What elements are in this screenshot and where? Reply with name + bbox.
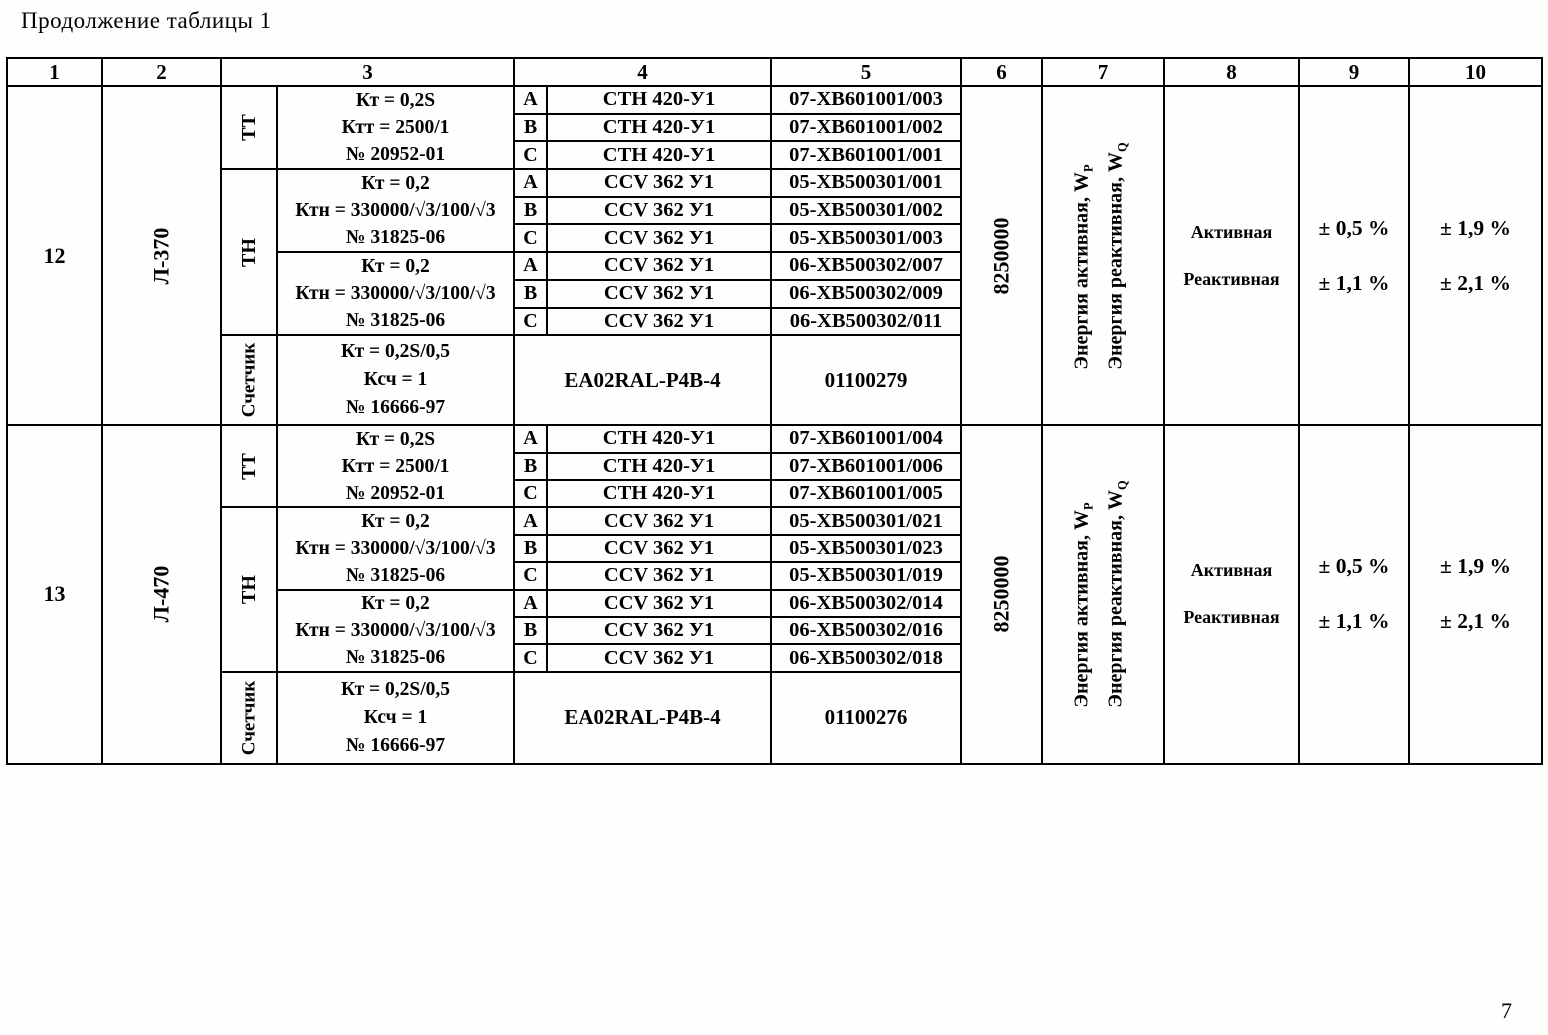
param-line: Кт = 0,2: [361, 510, 430, 532]
phase-cell: A: [515, 591, 548, 618]
energy-subscript: P: [1082, 164, 1097, 172]
device-type-cell: CCV 362 У1: [548, 170, 772, 198]
meter-section-label: Счетчик: [222, 336, 278, 426]
energy-subscript: Q: [1116, 142, 1131, 152]
tn-params-cell: [278, 591, 515, 673]
energy-type-cell: [1043, 426, 1165, 763]
column-header: 5: [772, 59, 962, 87]
energy-subscript: P: [1082, 502, 1097, 511]
device-type-cell: CCV 362 У1: [548, 281, 772, 309]
device-type-cell: CCV 362 У1: [548, 198, 772, 226]
line-name-cell: [103, 426, 222, 763]
serial-cell: 06-XB500302/014: [772, 591, 962, 618]
param-line: Ктн = 330000/√3/100/√3: [295, 620, 496, 642]
meter-params-cell: [278, 336, 515, 426]
tn-params-cell: [278, 170, 515, 253]
param-line: № 20952-01: [345, 144, 446, 166]
energy-category-cell: [1165, 87, 1300, 426]
device-type-cell: CCV 362 У1: [548, 645, 772, 672]
device-type-cell: CCV 362 У1: [548, 508, 772, 535]
device-type-cell: CCV 362 У1: [548, 536, 772, 563]
param-line: Кт = 0,2S: [355, 90, 436, 112]
total-error-cell: [1410, 426, 1541, 763]
serial-cell: 05-XB500301/003: [772, 225, 962, 253]
device-type-cell: СТН 420-У1: [548, 87, 772, 115]
column-header: 8: [1165, 59, 1300, 87]
phase-cell: B: [515, 454, 548, 481]
serial-cell: 05-XB500301/021: [772, 508, 962, 535]
serial-cell: 06-XB500302/018: [772, 645, 962, 672]
line-name-label: Л-470: [148, 566, 174, 623]
phase-cell: A: [515, 426, 548, 453]
tn-params-cell: [278, 508, 515, 590]
device-type-cell: CCV 362 У1: [548, 563, 772, 590]
column-header: 9: [1300, 59, 1410, 87]
meter-params-cell: [278, 673, 515, 763]
serial-cell: 07-XB601001/004: [772, 426, 962, 453]
param-line: Кт = 0,2S/0,5: [340, 341, 451, 363]
column-header: 7: [1043, 59, 1165, 87]
device-type-cell: СТН 420-У1: [548, 481, 772, 508]
param-line: Кт = 0,2S: [355, 428, 436, 450]
tt-params-cell: [278, 426, 515, 508]
category-line: Реактивная: [1183, 607, 1280, 628]
param-line: Кт = 0,2S/0,5: [340, 678, 451, 700]
param-line: № 31825-06: [345, 227, 446, 249]
phase-cell: B: [515, 115, 548, 143]
energy-type-cell: [1043, 87, 1165, 426]
phase-cell: A: [515, 87, 548, 115]
param-line: № 31825-06: [345, 647, 446, 669]
tt-section-label: ТТ: [222, 87, 278, 170]
param-line: Ктт = 2500/1: [341, 117, 450, 139]
serial-cell: 07-XB601001/001: [772, 142, 962, 170]
device-type-cell: CCV 362 У1: [548, 309, 772, 337]
error-line: ± 1,9 %: [1440, 554, 1511, 579]
column-header: 1: [8, 59, 103, 87]
phase-cell: C: [515, 645, 548, 672]
device-type-cell: CCV 362 У1: [548, 618, 772, 645]
column-header: 4: [515, 59, 772, 87]
param-line: Кт = 0,2: [361, 593, 430, 615]
energy-subscript: Q: [1116, 480, 1131, 491]
param-line: № 16666-97: [345, 397, 446, 419]
meter-error-cell: [1300, 87, 1410, 426]
category-line: Активная: [1190, 560, 1273, 581]
serial-cell: 05-XB500301/001: [772, 170, 962, 198]
param-line: Кт = 0,2: [361, 256, 430, 278]
param-line: № 31825-06: [345, 310, 446, 332]
param-line: Ктн = 330000/√3/100/√3: [295, 200, 496, 222]
device-type-cell: СТН 420-У1: [548, 454, 772, 481]
error-line: ± 1,9 %: [1440, 215, 1511, 240]
tn-section-label: ТН: [222, 170, 278, 336]
serial-cell: 05-XB500301/019: [772, 563, 962, 590]
column-header: 10: [1410, 59, 1541, 87]
serial-cell: 07-XB601001/003: [772, 87, 962, 115]
meter-section-label: Счетчик: [222, 673, 278, 763]
row-number-cell: 12: [8, 87, 103, 426]
param-line: № 16666-97: [345, 734, 446, 756]
category-line: Активная: [1190, 221, 1273, 242]
serial-cell: 07-XB601001/006: [772, 454, 962, 481]
phase-cell: C: [515, 225, 548, 253]
error-line: ± 1,1 %: [1318, 609, 1390, 634]
energy-type-line: Энергия реактивная, $W_Q$: [1105, 142, 1131, 370]
tt-params-cell: [278, 87, 515, 170]
phase-cell: C: [515, 563, 548, 590]
row-number-cell: 13: [8, 426, 103, 763]
tn-section-label: ТН: [222, 508, 278, 672]
error-line: ± 2,1 %: [1440, 609, 1511, 634]
phase-cell: B: [515, 198, 548, 226]
column-header: 3: [222, 59, 515, 87]
device-type-cell: CCV 362 У1: [548, 225, 772, 253]
device-type-cell: СТН 420-У1: [548, 115, 772, 143]
serial-cell: 07-XB601001/002: [772, 115, 962, 143]
param-line: Ктн = 330000/√3/100/√3: [295, 537, 496, 559]
phase-cell: B: [515, 618, 548, 645]
phase-cell: B: [515, 281, 548, 309]
energy-type-line: Энергия реактивная, $W_Q$: [1105, 480, 1131, 709]
column-header: 2: [103, 59, 222, 87]
device-type-cell: СТН 420-У1: [548, 142, 772, 170]
error-line: ± 2,1 %: [1440, 270, 1511, 295]
error-line: ± 0,5 %: [1318, 215, 1390, 240]
tt-section-label: ТТ: [222, 426, 278, 508]
param-line: № 20952-01: [345, 482, 446, 504]
line-name-cell: [103, 87, 222, 426]
meter-reading-cell: 8250000: [962, 426, 1043, 763]
param-line: Ктн = 330000/√3/100/√3: [295, 283, 496, 305]
meter-type-cell: EA02RAL-P4B-4: [515, 336, 772, 426]
param-line: № 31825-06: [345, 564, 446, 586]
meter-reading-cell: 8250000: [962, 87, 1043, 426]
tn-params-cell: [278, 253, 515, 336]
serial-cell: 05-XB500301/002: [772, 198, 962, 226]
column-header: 6: [962, 59, 1043, 87]
energy-category-cell: [1165, 426, 1300, 763]
error-line: ± 0,5 %: [1318, 554, 1390, 579]
energy-type-line: Энергия активная, $W_P$: [1071, 502, 1097, 709]
phase-cell: B: [515, 536, 548, 563]
param-line: Кт = 0,2: [361, 173, 430, 195]
serial-cell: 05-XB500301/023: [772, 536, 962, 563]
category-line: Реактивная: [1183, 268, 1280, 289]
total-error-cell: [1410, 87, 1541, 426]
device-type-cell: СТН 420-У1: [548, 426, 772, 453]
phase-cell: A: [515, 253, 548, 281]
document-title: Продолжение таблицы 1: [21, 8, 272, 33]
serial-cell: 06-XB500302/016: [772, 618, 962, 645]
phase-cell: A: [515, 170, 548, 198]
line-name-label: Л-370: [148, 227, 174, 284]
phase-cell: C: [515, 309, 548, 337]
metering-table: [6, 57, 1543, 765]
meter-serial-cell: 01100276: [772, 673, 962, 763]
phase-cell: C: [515, 481, 548, 508]
meter-error-cell: [1300, 426, 1410, 763]
param-line: Ксч = 1: [363, 706, 428, 728]
page-number: 7: [1501, 998, 1512, 1023]
serial-cell: 06-XB500302/009: [772, 281, 962, 309]
device-type-cell: CCV 362 У1: [548, 253, 772, 281]
phase-cell: C: [515, 142, 548, 170]
device-type-cell: CCV 362 У1: [548, 591, 772, 618]
energy-type-line: Энергия активная, $W_P$: [1071, 164, 1097, 370]
meter-serial-cell: 01100279: [772, 336, 962, 426]
param-line: Ктт = 2500/1: [341, 455, 450, 477]
param-line: Ксч = 1: [363, 369, 428, 391]
serial-cell: 06-XB500302/011: [772, 309, 962, 337]
phase-cell: A: [515, 508, 548, 535]
serial-cell: 07-XB601001/005: [772, 481, 962, 508]
meter-type-cell: EA02RAL-P4B-4: [515, 673, 772, 763]
error-line: ± 1,1 %: [1318, 270, 1390, 295]
serial-cell: 06-XB500302/007: [772, 253, 962, 281]
